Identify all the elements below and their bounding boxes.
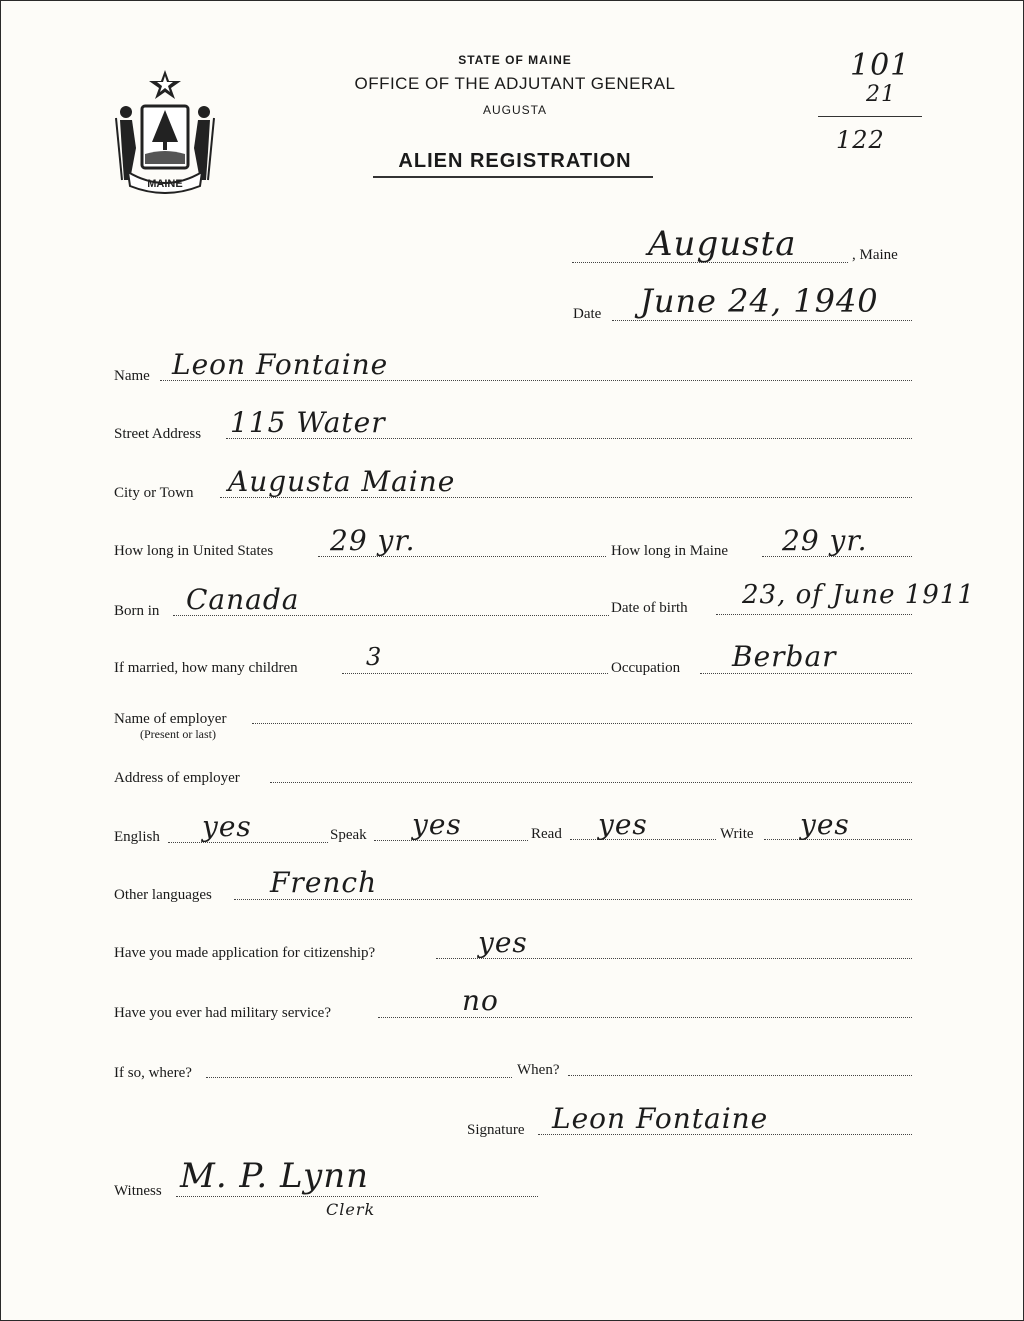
title-underline [373,176,653,178]
state-heading: STATE OF MAINE [458,53,572,67]
speak-value: yes [412,808,462,841]
other-languages-line [234,899,912,900]
office-heading: OFFICE OF THE ADJUTANT GENERAL [354,74,676,93]
english-label: English [114,829,160,845]
military-value: no [462,984,499,1017]
write-label: Write [720,826,754,842]
witness-line [176,1196,538,1197]
occupation-label: Occupation [611,660,681,676]
other-languages-value: French [270,866,378,899]
employer-sublabel: (Present or last) [140,727,216,741]
name-label: Name [114,368,150,384]
when-label: When? [517,1062,560,1078]
us-duration-label: How long in United States [114,543,274,559]
maine-duration-label: How long in Maine [611,543,729,559]
employer-label: Name of employer [114,711,227,727]
form-title: ALIEN REGISTRATION [398,150,632,172]
street-value: 115 Water [230,406,386,439]
military-line [378,1017,912,1018]
signature-value: Leon Fontaine [552,1102,769,1135]
born-label: Born in [114,603,160,619]
city-heading: AUGUSTA [482,103,548,117]
where-label: If so, where? [114,1065,192,1081]
date-value: June 24, 1940 [640,282,879,320]
children-value: 3 [366,643,383,671]
other-languages-label: Other languages [114,887,212,903]
born-value: Canada [186,583,300,616]
children-line [342,673,608,674]
witness-title: Clerk [326,1200,376,1219]
date-label: Date [573,306,602,322]
citizenship-label: Have you made application for citizenship? [114,945,376,961]
svg-text:MAINE: MAINE [147,178,183,190]
speak-label: Speak [330,827,367,843]
children-label: If married, how many children [114,660,298,676]
when-line [568,1075,912,1076]
citizenship-value: yes [478,926,528,959]
signature-label: Signature [467,1122,525,1138]
location-suffix: , Maine [852,247,898,263]
city-value: Augusta Maine [228,465,456,498]
employer-address-label: Address of employer [114,770,240,786]
occupation-value: Berbar [732,640,837,673]
street-label: Street Address [114,426,202,442]
occupation-line [700,673,912,674]
margin-note-2: 21 [866,82,896,107]
us-duration-value: 29 yr. [330,524,416,557]
read-value: yes [598,808,648,841]
dob-label: Date of birth [611,600,688,616]
employer-address-line [270,782,912,783]
military-label: Have you ever had military service? [114,1005,331,1021]
margin-sum-line [818,116,922,117]
margin-note-total: 122 [836,126,885,154]
dob-value: 23, of June 1911 [742,580,975,610]
city-label: City or Town [114,485,194,501]
where-line [206,1077,512,1078]
date-line [612,320,912,321]
dob-line [716,614,912,615]
name-value: Leon Fontaine [172,348,389,381]
witness-value: M. P. Lynn [180,1156,370,1196]
write-value: yes [800,808,850,841]
witness-label: Witness [114,1183,162,1199]
margin-note-1: 101 [850,48,911,83]
maine-state-seal-icon [112,68,218,194]
location-value: Augusta [648,224,797,264]
maine-duration-value: 29 yr. [782,524,868,557]
read-label: Read [531,826,562,842]
employer-line [252,723,912,724]
english-value: yes [202,810,252,843]
